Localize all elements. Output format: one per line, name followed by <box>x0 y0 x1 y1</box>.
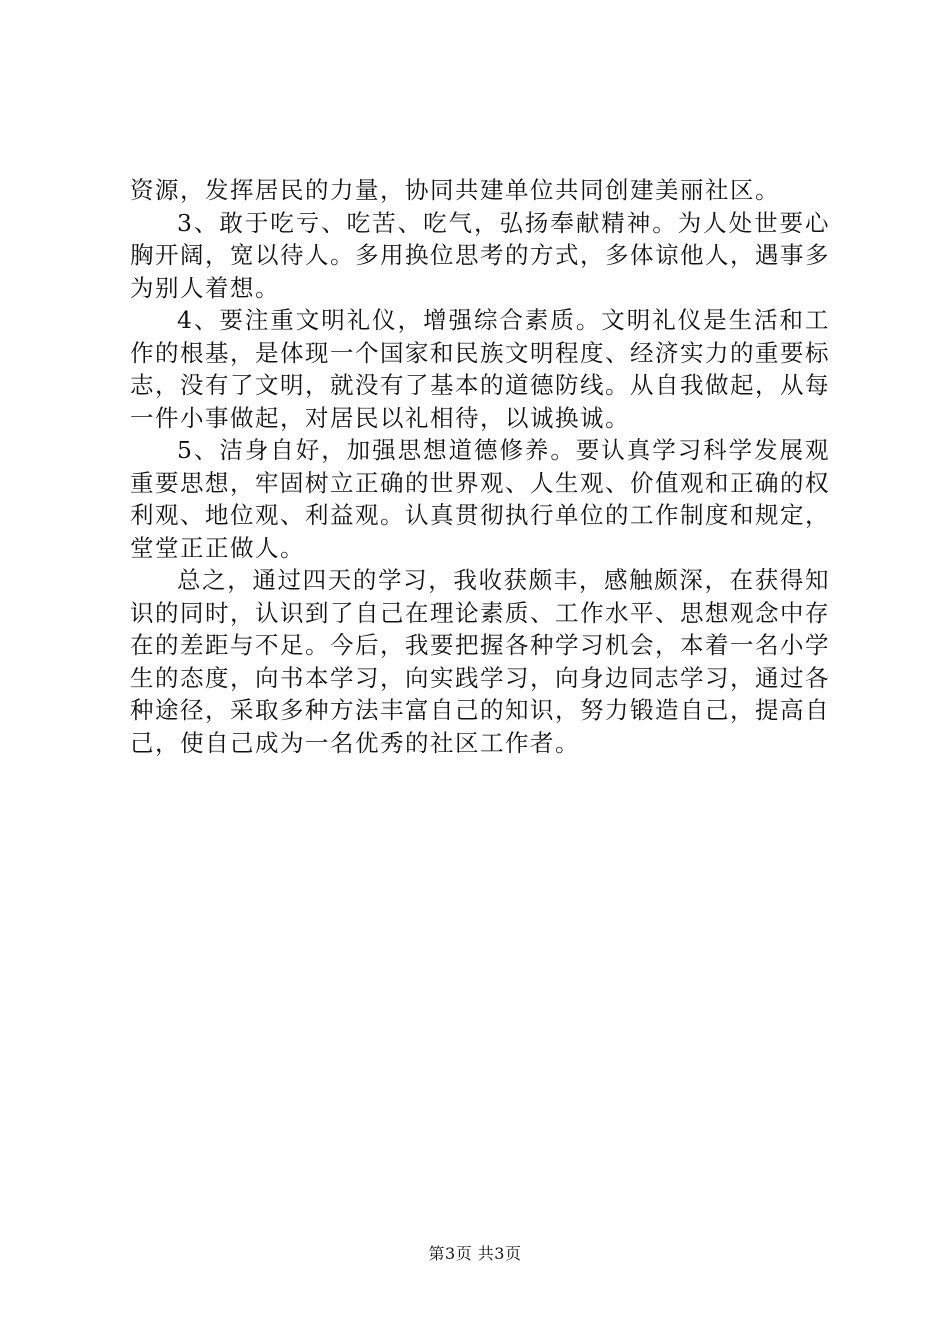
paragraph-item-3: 3、敢于吃亏、吃苦、吃气，弘扬奉献精神。为人处世要心胸开阔，宽以待人。多用换位思考的方式，多体谅他人，遇事多为别人着想。 <box>130 208 830 302</box>
paragraph-item-5: 5、洁身自好，加强思想道德修养。要认真学习科学发展观重要思想，牢固树立正确的世界观、人生观、价值观和正确的权利观、地位观、利益观。认真贯彻执行单位的工作制度和规定，堂堂正正做人。 <box>130 436 830 562</box>
paragraph-continuation: 资源，发挥居民的力量，协同共建单位共同创建美丽社区。 <box>130 176 780 204</box>
paragraph-item-4: 4、要注重文明礼仪，增强综合素质。文明礼仪是生活和工作的根基，是体现一个国家和民族文明程度、经济实力的重要标志，没有了文明，就没有了基本的道德防线。从自我做起，从每一件小事做起，对居民以礼相待，以诚换诚。 <box>130 306 830 432</box>
paragraph-conclusion: 总之，通过四天的学习，我收获颇丰，感触颇深，在获得知识的同时，认识到了自己在理论素质、工作水平、思想观念中存在的差距与不足。今后，我要把握各种学习机会，本着一名小学生的态度，向书本学习，向实践学习，向身边同志学习，通过各种途径，采取多种方法丰富自己的知识，努力锻造自己，提高自己，使自己成为一名优秀的社区工作者。 <box>130 566 830 757</box>
page-number-footer: 第3页 共3页 <box>428 1244 522 1263</box>
document-body <box>130 174 830 759</box>
